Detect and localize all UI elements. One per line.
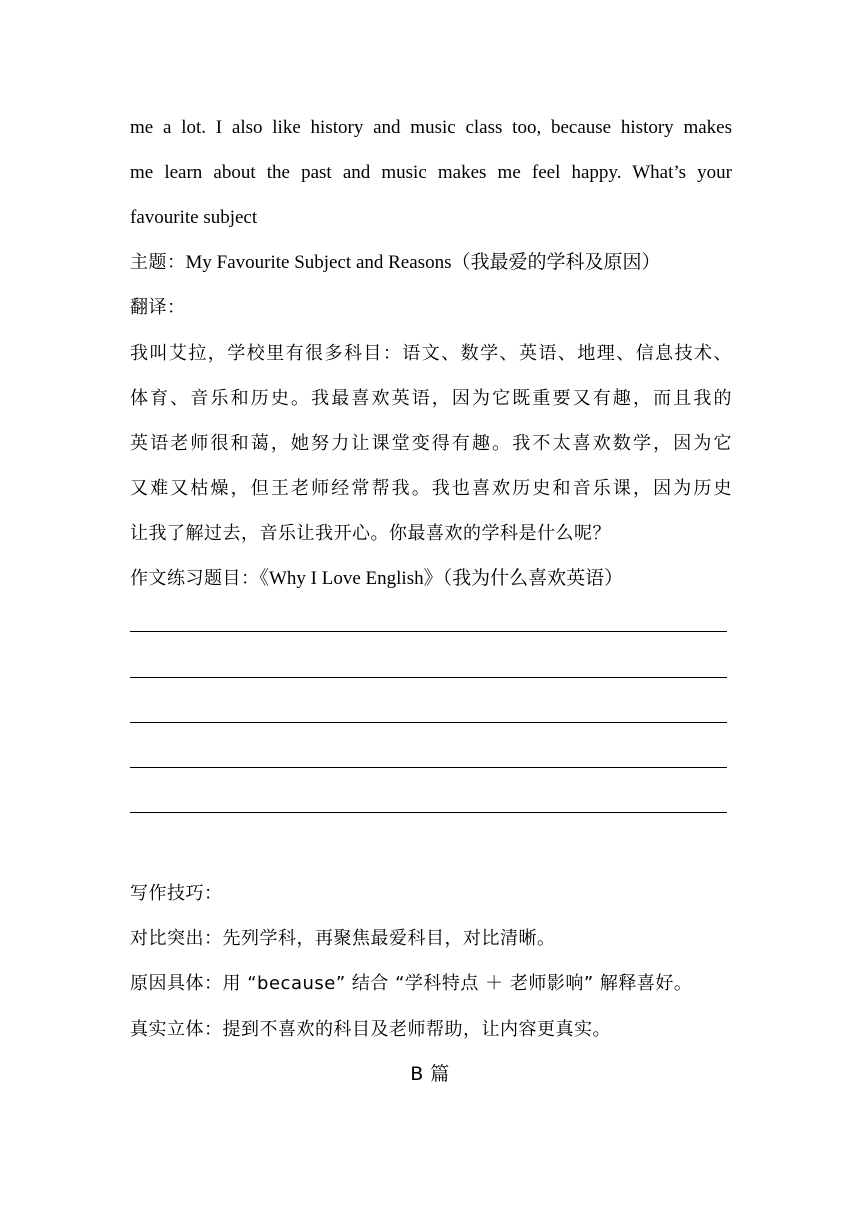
- theme-line: [130, 249, 732, 277]
- section-heading-b: B 篇: [410, 1063, 450, 1085]
- translation-line-4: 又难又枯燥，但王老师经常帮我。我也喜欢历史和音乐课，因为历史: [130, 478, 732, 499]
- tip-item-3: 真实立体：提到不喜欢的科目及老师帮助，让内容更真实。: [130, 1019, 611, 1040]
- writing-blank-line[interactable]: [130, 631, 727, 632]
- tips-heading: 写作技巧：: [130, 883, 223, 904]
- translation-line-2: 体育、音乐和历史。我最喜欢英语，因为它既重要又有趣，而且我的: [130, 388, 732, 409]
- writing-blank-line[interactable]: [130, 722, 727, 723]
- theme-label: 主题：: [130, 252, 186, 273]
- practice-label: 作文练习题目：: [130, 568, 260, 589]
- translation-line-1: 我叫艾拉，学校里有很多科目：语文、数学、英语、地理、信息技术、: [130, 343, 732, 364]
- practice-title: 《Why I Love English》（我为什么喜欢英语）: [259, 568, 624, 589]
- essay-line-2: me learn about the past and music makes me feel happy. What’s your: [130, 162, 732, 183]
- essay-line-1: me a lot. I also like history and music class too, because history makes: [130, 117, 732, 138]
- practice-line: [130, 565, 732, 593]
- writing-blank-line[interactable]: [130, 767, 727, 768]
- translation-line-3: 英语老师很和蔼，她努力让课堂变得有趣。我不太喜欢数学，因为它: [130, 433, 732, 454]
- translation-line-5: 让我了解过去，音乐让我开心。你最喜欢的学科是什么呢？: [130, 523, 611, 544]
- essay-line-3: favourite subject: [130, 207, 258, 228]
- theme-text: My Favourite Subject and Reasons（我最爱的学科及原因）: [185, 252, 661, 273]
- translation-label: 翻译：: [130, 297, 186, 318]
- tip-item-2: 原因具体：用 “because” 结合 “学科特点 ＋ 老师影响” 解释喜好。: [130, 973, 693, 994]
- tip-item-1: 对比突出：先列学科，再聚焦最爱科目，对比清晰。: [130, 928, 556, 949]
- writing-blank-line[interactable]: [130, 812, 727, 813]
- writing-blank-line[interactable]: [130, 677, 727, 678]
